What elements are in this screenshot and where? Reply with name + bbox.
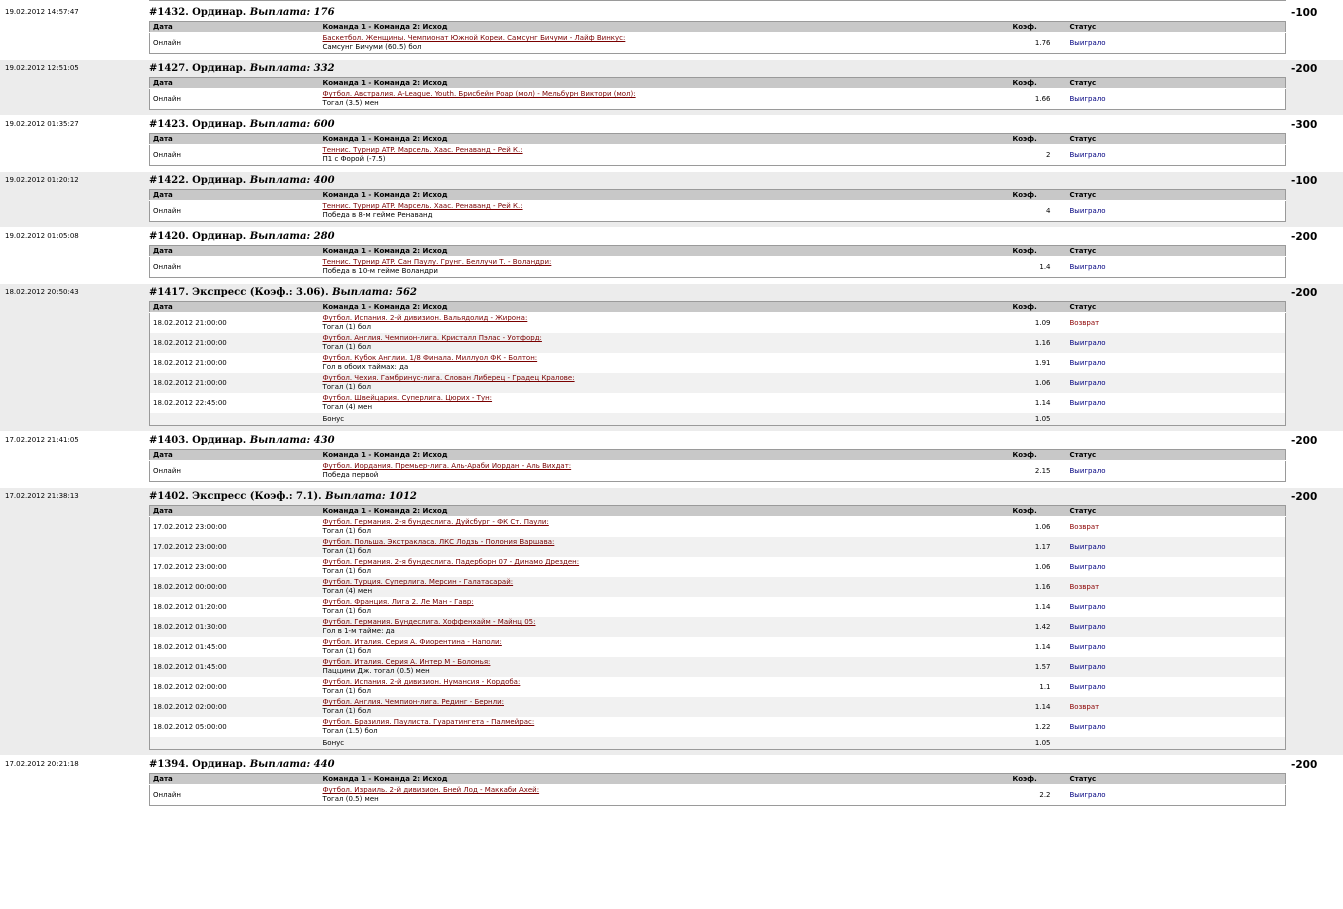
event-link[interactable]: Футбол. Израиль. 2-й дивизион. Бней Лод - Маккаби Ахей: xyxy=(322,786,540,794)
events-table xyxy=(149,133,1286,166)
placed-date: 19.02.2012 01:20:12 xyxy=(5,176,79,184)
event-link[interactable]: Футбол. Кубок Англии. 1/8 Финала. Миллуол ФК - Болтон: xyxy=(322,354,538,362)
col-date-header: Дата xyxy=(150,246,320,257)
event-link[interactable]: Футбол. Бразилия. Паулиста. Гуаратингета - Палмейрас: xyxy=(322,718,535,726)
event-link[interactable]: Футбол. Франция. Лига 2. Ле Ман - Гавр: xyxy=(322,598,474,606)
event-date: Онлайн xyxy=(150,785,320,806)
placed-date: 19.02.2012 14:57:47 xyxy=(5,8,79,16)
bet-details xyxy=(149,4,1288,59)
bet-amount: -300 xyxy=(1291,119,1318,131)
event-coef xyxy=(1010,0,1067,1)
event-row xyxy=(150,637,1286,657)
placed-date: 19.02.2012 01:35:27 xyxy=(5,120,79,128)
bet-amount: -200 xyxy=(1291,63,1318,75)
events-table xyxy=(149,505,1286,750)
event-outcome: Гол в обоих таймах: да xyxy=(322,363,409,371)
event-cell xyxy=(320,201,1010,222)
event-row xyxy=(150,353,1286,373)
table-header xyxy=(150,450,1286,461)
bet-number: #1427. Ординар. xyxy=(149,63,250,74)
event-row xyxy=(150,557,1286,577)
col-teams-header: Команда 1 - Команда 2: Исход xyxy=(320,246,1010,257)
col-teams-header: Команда 1 - Команда 2: Исход xyxy=(320,302,1010,313)
event-coef: 1.1 xyxy=(1010,677,1067,697)
col-teams-header: Команда 1 - Команда 2: Исход xyxy=(320,450,1010,461)
event-coef: 2 xyxy=(1010,145,1067,166)
col-status-header: Статус xyxy=(1067,78,1286,89)
event-outcome: Победа первой xyxy=(322,471,379,479)
event-date: 18.02.2012 21:00:00 xyxy=(150,353,320,373)
bet-details xyxy=(149,432,1288,487)
event-date: 18.02.2012 21:00:00 xyxy=(150,333,320,353)
col-status-header: Статус xyxy=(1067,134,1286,145)
event-outcome: Тогал (4) мен xyxy=(322,587,373,595)
bet-number: #1420. Ординар. xyxy=(149,231,250,242)
events-table xyxy=(149,773,1286,806)
bet-title xyxy=(149,4,1288,21)
event-date: Онлайн xyxy=(150,145,320,166)
event-row xyxy=(150,517,1286,538)
event-coef: 1.06 xyxy=(1010,373,1067,393)
event-coef: 1.16 xyxy=(1010,577,1067,597)
event-cell xyxy=(320,677,1010,697)
event-outcome: Тогал (4) мен xyxy=(322,403,373,411)
event-link[interactable]: Теннис. Турнир ATP. Сан Паулу. Грунг. Беллучи Т. - Воландри: xyxy=(322,258,552,266)
col-coef-header: Коэф. xyxy=(1010,774,1067,785)
col-coef-header: Коэф. xyxy=(1010,78,1067,89)
col-date-header: Дата xyxy=(150,302,320,313)
col-date-header: Дата xyxy=(150,506,320,517)
event-row xyxy=(150,145,1286,166)
bet-payout: Выплата: 430 xyxy=(249,435,335,446)
col-status-header: Статус xyxy=(1067,450,1286,461)
event-coef: 1.14 xyxy=(1010,393,1067,413)
event-status: Выиграло xyxy=(1067,617,1286,637)
bet-amount: -200 xyxy=(1291,287,1318,299)
bet-entry xyxy=(0,60,1343,116)
bonus-coef: 1.05 xyxy=(1010,413,1067,426)
event-coef: 1.14 xyxy=(1010,697,1067,717)
col-status-header: Статус xyxy=(1067,22,1286,33)
events-table xyxy=(149,301,1286,426)
event-status: Выиграло xyxy=(1067,333,1286,353)
event-coef: 1.06 xyxy=(1010,557,1067,577)
event-row xyxy=(150,577,1286,597)
placed-date: 17.02.2012 20:21:18 xyxy=(5,760,79,768)
event-outcome: Тогал (0.5) мен xyxy=(322,795,379,803)
col-date-header: Дата xyxy=(150,450,320,461)
events-table xyxy=(149,21,1286,54)
col-teams-header: Команда 1 - Команда 2: Исход xyxy=(320,134,1010,145)
event-date: 18.02.2012 21:00:00 xyxy=(150,373,320,393)
col-date-header: Дата xyxy=(150,774,320,785)
event-coef: 1.17 xyxy=(1010,537,1067,557)
event-coef: 2.2 xyxy=(1010,785,1067,806)
event-cell xyxy=(320,333,1010,353)
event-date: Онлайн xyxy=(150,89,320,110)
event-row xyxy=(150,373,1286,393)
table-header xyxy=(150,78,1286,89)
event-cell xyxy=(320,617,1010,637)
event-coef: 1.57 xyxy=(1010,657,1067,677)
bet-entry xyxy=(0,228,1343,284)
bet-title xyxy=(149,60,1288,77)
event-link[interactable]: Футбол. Австралия. A-League. Youth. Брисбейн Роар (мол) - Мельбурн Виктори (мол): xyxy=(322,90,636,98)
event-row xyxy=(150,257,1286,278)
events-table xyxy=(149,449,1286,482)
table-header xyxy=(150,190,1286,201)
bet-number: #1403. Ординар. xyxy=(149,435,250,446)
event-outcome: Победа в 8-м гейме Ренаванд xyxy=(322,211,433,219)
col-teams-header: Команда 1 - Команда 2: Исход xyxy=(320,190,1010,201)
col-date-header: Дата xyxy=(150,134,320,145)
event-cell xyxy=(320,257,1010,278)
bonus-coef: 1.05 xyxy=(1010,737,1067,750)
bet-details xyxy=(149,116,1288,171)
event-date: 18.02.2012 22:45:00 xyxy=(150,393,320,413)
event-date: 17.02.2012 23:00:00 xyxy=(150,517,320,538)
event-status: Выиграло xyxy=(1067,201,1286,222)
event-date: Онлайн xyxy=(150,461,320,482)
event-cell xyxy=(320,537,1010,557)
event-row xyxy=(150,785,1286,806)
bet-entry xyxy=(0,432,1343,488)
event-cell xyxy=(320,517,1010,538)
event-date: 18.02.2012 21:00:00 xyxy=(150,313,320,334)
event-link[interactable]: Футбол. Испания. 2-й дивизион. Нумансия - Кордоба: xyxy=(322,678,521,686)
event-outcome: Тогал (1) бол xyxy=(322,343,371,351)
event-link[interactable]: Футбол. Испания. 2-й дивизион. Вальядолид - Жирона: xyxy=(322,314,528,322)
bet-entry xyxy=(0,172,1343,228)
bet-title xyxy=(149,116,1288,133)
col-date-header: Дата xyxy=(150,22,320,33)
col-teams-header: Команда 1 - Команда 2: Исход xyxy=(320,78,1010,89)
col-status-header: Статус xyxy=(1067,506,1286,517)
event-coef: 1.4 xyxy=(1010,257,1067,278)
bet-payout: Выплата: 440 xyxy=(249,759,335,770)
event-coef: 1.09 xyxy=(1010,313,1067,334)
event-outcome: П1 с Форой (-7.5) xyxy=(322,155,386,163)
event-cell xyxy=(320,353,1010,373)
event-row xyxy=(150,677,1286,697)
event-status: Выиграло xyxy=(1067,557,1286,577)
bet-payout: Выплата: 600 xyxy=(249,119,335,130)
event-link[interactable]: Футбол. Германия. Бундеслига. Хоффенхайм - Майнц 05: xyxy=(322,618,536,626)
event-status: Выиграло xyxy=(1067,657,1286,677)
event-outcome: Тогал (1) бол xyxy=(322,567,371,575)
bet-number: #1417. Экспресс (Коэф.: 3.06). xyxy=(149,287,333,298)
bet-details xyxy=(149,228,1288,283)
event-link[interactable]: Теннис. Турнир ATP. Марсель. Хаас. Ренаванд - Рей К.: xyxy=(322,202,523,210)
event-status: Возврат xyxy=(1067,697,1286,717)
bonus-label: Бонус xyxy=(320,413,1010,426)
event-status: Возврат xyxy=(1067,577,1286,597)
bet-number: #1422. Ординар. xyxy=(149,175,250,186)
event-date: 18.02.2012 00:00:00 xyxy=(150,577,320,597)
event-outcome: Победа в 10-м гейме Воландри xyxy=(322,267,438,275)
bonus-label: Бонус xyxy=(320,737,1010,750)
event-outcome: Тогал (1) бол xyxy=(322,527,371,535)
bet-amount: -100 xyxy=(1291,7,1318,19)
table-header xyxy=(150,134,1286,145)
bet-entry xyxy=(0,116,1343,172)
event-row xyxy=(150,617,1286,637)
event-date: 18.02.2012 01:45:00 xyxy=(150,637,320,657)
event-date: Онлайн xyxy=(150,257,320,278)
event-date: 17.02.2012 23:00:00 xyxy=(150,537,320,557)
event-status: Выиграло xyxy=(1067,353,1286,373)
event-status: Выиграло xyxy=(1067,717,1286,737)
event-link[interactable]: Футбол. Чехия. Гамбринус-лига. Слован Либерец - Градец Кралове: xyxy=(322,374,575,382)
col-date-header: Дата xyxy=(150,190,320,201)
event-date xyxy=(150,0,320,1)
event-outcome: Тогал (3.5) мен xyxy=(322,99,379,107)
event-link[interactable]: Футбол. Англия. Чемпион-лига. Кристалл Пэлас - Уотфорд: xyxy=(322,334,542,342)
event-coef: 1.22 xyxy=(1010,717,1067,737)
bet-entry xyxy=(0,488,1343,756)
col-coef-header: Коэф. xyxy=(1010,22,1067,33)
event-cell xyxy=(320,717,1010,737)
event-coef: 1.14 xyxy=(1010,637,1067,657)
placed-date xyxy=(0,0,149,3)
event-link[interactable]: Футбол. Польша. Экстракласа. ЛКС Лодзь - Полония Варшава: xyxy=(322,538,555,546)
col-coef-header: Коэф. xyxy=(1010,134,1067,145)
event-status: Выиграло xyxy=(1067,33,1286,54)
bet-entry xyxy=(0,4,1343,60)
event-link[interactable]: Футбол. Германия. 2-я бундеслига. Дуйсбург - ФК Ст. Паули: xyxy=(322,518,549,526)
event-coef: 1.06 xyxy=(1010,517,1067,538)
event-coef: 1.76 xyxy=(1010,33,1067,54)
event-status: Выиграло xyxy=(1067,89,1286,110)
event-link[interactable]: Футбол. Турция. Суперлига. Мерсин - Галатасарай: xyxy=(322,578,514,586)
bet-title xyxy=(149,488,1288,505)
event-date: 18.02.2012 05:00:00 xyxy=(150,717,320,737)
bet-payout: Выплата: 1012 xyxy=(325,491,417,502)
col-coef-header: Коэф. xyxy=(1010,302,1067,313)
event-outcome: Тогал (1) бол xyxy=(322,383,371,391)
event-cell xyxy=(320,33,1010,54)
table-header xyxy=(150,774,1286,785)
bet-details xyxy=(149,172,1288,227)
event-link[interactable]: Футбол. Иордания. Премьер-лига. Аль-Араби Иордан - Аль Вихдат: xyxy=(322,462,572,470)
event-cell xyxy=(320,557,1010,577)
event-date: 18.02.2012 02:00:00 xyxy=(150,697,320,717)
col-date-header: Дата xyxy=(150,78,320,89)
event-link[interactable]: Футбол. Швейцария. Суперлига. Цюрих - Тун: xyxy=(322,394,493,402)
bet-title xyxy=(149,284,1288,301)
placed-date: 19.02.2012 12:51:05 xyxy=(5,64,79,72)
bet-payout: Выплата: 176 xyxy=(249,7,335,18)
event-outcome: Гол в 1-м тайме: да xyxy=(322,627,395,635)
col-coef-header: Коэф. xyxy=(1010,450,1067,461)
events-table xyxy=(149,77,1286,110)
events-table xyxy=(149,0,1286,1)
bet-payout: Выплата: 332 xyxy=(249,63,335,74)
bet-payout: Выплата: 280 xyxy=(249,231,335,242)
bet-details xyxy=(149,284,1288,431)
bet-details xyxy=(149,756,1288,811)
event-date: 18.02.2012 01:20:00 xyxy=(150,597,320,617)
event-row xyxy=(150,333,1286,353)
event-status: Выиграло xyxy=(1067,393,1286,413)
event-outcome: Тогал (1) бол xyxy=(322,607,371,615)
event-coef: 1.16 xyxy=(1010,333,1067,353)
placed-date: 17.02.2012 21:41:05 xyxy=(5,436,79,444)
event-status: Выиграло xyxy=(1067,257,1286,278)
event-link[interactable]: Футбол. Италия. Серия А. Фиорентина - Наполи: xyxy=(322,638,502,646)
bet-amount: -200 xyxy=(1291,491,1318,503)
event-cell xyxy=(320,461,1010,482)
bet-entry xyxy=(0,284,1343,432)
bet-payout: Выплата: 562 xyxy=(332,287,417,298)
event-outcome xyxy=(320,0,1010,1)
bet-details xyxy=(149,488,1288,755)
placed-date: 19.02.2012 01:05:08 xyxy=(5,232,79,240)
event-status: Выиграло xyxy=(1067,537,1286,557)
event-row xyxy=(150,201,1286,222)
event-link[interactable]: Футбол. Италия. Серия А. Интер М - Болонья: xyxy=(322,658,491,666)
event-cell xyxy=(320,657,1010,677)
bet-details xyxy=(149,60,1288,115)
col-status-header: Статус xyxy=(1067,246,1286,257)
event-status: Выиграло xyxy=(1067,637,1286,657)
bet-title xyxy=(149,228,1288,245)
event-status: Возврат xyxy=(1067,313,1286,334)
event-link[interactable]: Теннис. Турнир ATP. Марсель. Хаас. Ренаванд - Рей К.: xyxy=(322,146,523,154)
event-date: 18.02.2012 02:00:00 xyxy=(150,677,320,697)
col-coef-header: Коэф. xyxy=(1010,246,1067,257)
event-cell xyxy=(320,145,1010,166)
bet-amount: -200 xyxy=(1291,435,1318,447)
event-row xyxy=(150,657,1286,677)
event-row xyxy=(150,461,1286,482)
table-header xyxy=(150,302,1286,313)
bet-amount: -200 xyxy=(1291,759,1318,771)
col-status-header: Статус xyxy=(1067,190,1286,201)
event-outcome: Тогал (1) бол xyxy=(322,647,371,655)
event-outcome: Тогал (1.5) бол xyxy=(322,727,378,735)
event-coef: 1.91 xyxy=(1010,353,1067,373)
event-coef: 1.66 xyxy=(1010,89,1067,110)
event-status: Выиграло xyxy=(1067,461,1286,482)
bet-entry xyxy=(0,756,1343,812)
event-outcome: Тогал (1) бол xyxy=(322,687,371,695)
event-cell xyxy=(320,373,1010,393)
bet-amount: -100 xyxy=(1291,175,1318,187)
event-row xyxy=(150,717,1286,737)
event-coef: 1.14 xyxy=(1010,597,1067,617)
event-status: Выиграло xyxy=(1067,597,1286,617)
event-row xyxy=(150,0,1286,1)
event-coef: 4 xyxy=(1010,201,1067,222)
col-teams-header: Команда 1 - Команда 2: Исход xyxy=(320,22,1010,33)
bet-number: #1423. Ординар. xyxy=(149,119,250,130)
col-teams-header: Команда 1 - Команда 2: Исход xyxy=(320,506,1010,517)
event-coef: 1.42 xyxy=(1010,617,1067,637)
bet-title xyxy=(149,432,1288,449)
event-status: Выиграло xyxy=(1067,677,1286,697)
event-cell xyxy=(320,637,1010,657)
event-outcome: Тогал (1) бол xyxy=(322,323,371,331)
placed-date: 17.02.2012 21:38:13 xyxy=(5,492,79,500)
event-cell xyxy=(320,785,1010,806)
events-table xyxy=(149,189,1286,222)
event-date: Онлайн xyxy=(150,33,320,54)
bonus-row xyxy=(150,413,1286,426)
event-link[interactable]: Футбол. Англия. Чемпион-лига. Рединг - Бернли: xyxy=(322,698,504,706)
placed-date: 18.02.2012 20:50:43 xyxy=(5,288,79,296)
col-teams-header: Команда 1 - Команда 2: Исход xyxy=(320,774,1010,785)
event-status: Возврат xyxy=(1067,517,1286,538)
event-link[interactable]: Футбол. Германия. 2-я бундеслига. Падерборн 07 - Динамо Дрезден: xyxy=(322,558,580,566)
col-coef-header: Коэф. xyxy=(1010,506,1067,517)
event-outcome: Тогал (1) бол xyxy=(322,707,371,715)
event-coef: 2.15 xyxy=(1010,461,1067,482)
event-date: 18.02.2012 01:30:00 xyxy=(150,617,320,637)
event-row xyxy=(150,33,1286,54)
col-status-header: Статус xyxy=(1067,302,1286,313)
event-status: Выиграло xyxy=(1067,145,1286,166)
event-link[interactable]: Баскетбол. Женщины. Чемпионат Южной Кореи. Самсунг Бичуми - Лайф Винкус: xyxy=(322,34,626,42)
event-cell xyxy=(320,313,1010,334)
bet-title xyxy=(149,172,1288,189)
event-row xyxy=(150,313,1286,334)
event-row xyxy=(150,393,1286,413)
event-cell xyxy=(320,597,1010,617)
event-status: Выиграло xyxy=(1067,373,1286,393)
table-header xyxy=(150,246,1286,257)
event-date: 18.02.2012 01:45:00 xyxy=(150,657,320,677)
bonus-row xyxy=(150,737,1286,750)
event-status xyxy=(1067,0,1286,1)
bet-number: #1432. Ординар. xyxy=(149,7,250,18)
event-cell xyxy=(320,89,1010,110)
event-row xyxy=(150,597,1286,617)
event-row xyxy=(150,89,1286,110)
bet-payout: Выплата: 400 xyxy=(249,175,335,186)
event-date: 17.02.2012 23:00:00 xyxy=(150,557,320,577)
event-cell xyxy=(320,393,1010,413)
col-status-header: Статус xyxy=(1067,774,1286,785)
event-outcome: Паццини Дж. тогал (0.5) мен xyxy=(322,667,430,675)
event-outcome: Тогал (1) бол xyxy=(322,547,371,555)
bet-number: #1402. Экспресс (Коэф.: 7.1). xyxy=(149,491,326,502)
event-row xyxy=(150,537,1286,557)
event-date: Онлайн xyxy=(150,201,320,222)
event-row xyxy=(150,697,1286,717)
event-status: Выиграло xyxy=(1067,785,1286,806)
bet-title xyxy=(149,756,1288,773)
table-header xyxy=(150,506,1286,517)
bet-number: #1394. Ординар. xyxy=(149,759,250,770)
table-header xyxy=(150,22,1286,33)
bet-amount: -200 xyxy=(1291,231,1318,243)
events-table xyxy=(149,245,1286,278)
col-coef-header: Коэф. xyxy=(1010,190,1067,201)
event-cell xyxy=(320,697,1010,717)
event-cell xyxy=(320,577,1010,597)
event-outcome: Самсунг Бичуми (60.5) бол xyxy=(322,43,422,51)
